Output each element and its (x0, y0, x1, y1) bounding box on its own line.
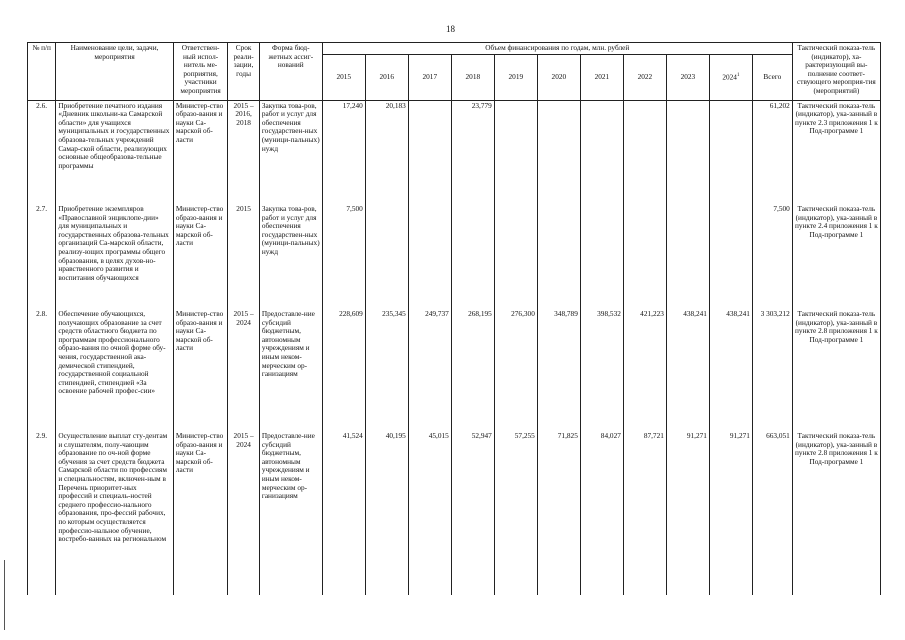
header-year: 2017 (408, 54, 451, 100)
row-total: 61,202 (752, 100, 792, 204)
row-value (709, 100, 752, 204)
row-value: 438,241 (709, 309, 752, 431)
row-value: 52,947 (451, 431, 494, 595)
row-period: 2015 – 2024 (228, 309, 259, 431)
row-num: 2.6. (28, 100, 56, 204)
row-indicator: Тактический показа-тель (индикатор), ука-занный в пункте 2.3 приложения 1 к Под-программе 1 (792, 100, 880, 204)
row-period: 2015 – 2016, 2018 (228, 100, 259, 204)
row-indicator: Тактический показа-тель (индикатор), ука-занный в пункте 2.4 приложения 1 к Под-программе 1 (792, 204, 880, 309)
header-executor: Ответствен-ный испол-нитель ме-роприятия, участники мероприятия (173, 43, 228, 101)
header-year: 2016 (365, 54, 408, 100)
row-value: 45,015 (408, 431, 451, 595)
header-year: 2021 (580, 54, 623, 100)
row-name: Осуществление выплат сту-дентам и слушателям, полу-чающим образование по оч-ной форме обучения за счет средств бюджета Самарской области по профессиям и специальностям, включен-ным в Перечень приоритет-ных профессий и специаль-ностей среднего профессио-нального образования, про-фессий рабочих, по которым осуществляется профессио-нальное обучение, востребо-ванных на региональном (56, 431, 174, 595)
scan-margin-mark (4, 560, 5, 630)
row-value: 87,721 (623, 431, 666, 595)
row-num: 2.8. (28, 309, 56, 431)
row-value (580, 204, 623, 309)
row-total: 663,051 (752, 431, 792, 595)
row-value (451, 204, 494, 309)
row-value: 438,241 (666, 309, 709, 431)
row-value: 7,500 (322, 204, 365, 309)
row-form: Закупка това-ров, работ и услуг для обеспечения государствен-ных (муници-пальных) нужд (259, 204, 322, 309)
financing-table (27, 42, 881, 595)
row-value: 398,532 (580, 309, 623, 431)
row-name: Обеспечение обучающихся, получающих образование за счет средств областного бюджета по программам профессионального образо-вания по очной форме обу-чения, государственной ака-демической стипендией, государственной социальной стипендией, стипендией «За освоение рабочей профес-сии» (56, 309, 174, 431)
row-value (494, 204, 537, 309)
row-executor: Министер-ство образо-вания и науки Са-марской об-ласти (173, 204, 228, 309)
row-value: 91,271 (709, 431, 752, 595)
row-value: 228,609 (322, 309, 365, 431)
row-value: 84,027 (580, 431, 623, 595)
row-value: 23,779 (451, 100, 494, 204)
row-value (623, 204, 666, 309)
header-year: 2024$^1$ (709, 54, 752, 100)
row-period: 2015 (228, 204, 259, 309)
row-value (666, 100, 709, 204)
row-value: 57,255 (494, 431, 537, 595)
row-executor: Министер-ство образо-вания и науки Са-марской об-ласти (173, 431, 228, 595)
row-name: Приобретение печатного издания «Дневник школьни-ка Самарской области» для учащихся муниципальных и государственных образова-тельных учреждений Самар-ской области, реализующих основные общеобразова-тельные программы (56, 100, 174, 204)
row-value: 20,183 (365, 100, 408, 204)
row-value: 40,195 (365, 431, 408, 595)
row-total: 7,500 (752, 204, 792, 309)
row-form: Предоставле-ние субсидий бюджетным, автономным учреждениям и иным неком-мерческим ор-ганизациям (259, 309, 322, 431)
row-form: Закупка това-ров, работ и услуг для обеспечения государствен-ных (муници-пальных) нужд (259, 100, 322, 204)
row-value (537, 204, 580, 309)
row-value: 17,240 (322, 100, 365, 204)
row-period: 2015 – 2024 (228, 431, 259, 595)
table-row (28, 204, 881, 309)
header-form: Форма бюд-жетных ассиг-нований (259, 43, 322, 101)
header-name: Наименование цели, задачи, мероприятия (56, 43, 174, 101)
row-num: 2.9. (28, 431, 56, 595)
table-row (28, 431, 881, 595)
page-number: 18 (446, 24, 455, 34)
header-year: 2022 (623, 54, 666, 100)
row-form: Предоставле-ние субсидий бюджетным, автономным учреждениям и иным неком-мерческим ор-ганизациям (259, 431, 322, 595)
table-row (28, 100, 881, 204)
row-value (408, 204, 451, 309)
row-indicator: Тактический показа-тель (индикатор), ука-занный в пункте 2.8 приложения 1 к Под-программе 1 (792, 309, 880, 431)
table-row (28, 309, 881, 431)
header-year: 2018 (451, 54, 494, 100)
header-year: 2023 (666, 54, 709, 100)
header-total: Всего (752, 54, 792, 100)
header-period: Срок реали-зации, годы (228, 43, 259, 101)
row-indicator: Тактический показа-тель (индикатор), ука-занный в пункте 2.8 приложения 1 к Под-программе 1 (792, 431, 880, 595)
row-executor: Министер-ство образо-вания и науки Са-марской об-ласти (173, 100, 228, 204)
header-num: № п/п (28, 43, 56, 101)
row-value: 41,524 (322, 431, 365, 595)
row-total: 3 303,212 (752, 309, 792, 431)
row-value: 268,195 (451, 309, 494, 431)
row-value (709, 204, 752, 309)
row-value: 421,223 (623, 309, 666, 431)
row-executor: Министер-ство образо-вания и науки Са-марской об-ласти (173, 309, 228, 431)
header-volume: Объем финансирования по годам, млн. рублей (322, 43, 792, 55)
header-indicator: Тактический показа-тель (индикатор), ха-рактеризующий вы-полнение соответ-ствующего мероприя-тия (мероприятий) (792, 43, 880, 101)
header-year: 2019 (494, 54, 537, 100)
row-value: 91,271 (666, 431, 709, 595)
row-value (494, 100, 537, 204)
header-year: 2020 (537, 54, 580, 100)
header-year: 2015 (322, 54, 365, 100)
row-value (537, 100, 580, 204)
row-value: 235,345 (365, 309, 408, 431)
row-value: 276,300 (494, 309, 537, 431)
footnote-mark: 1 (736, 73, 740, 79)
row-value (623, 100, 666, 204)
row-value: 348,789 (537, 309, 580, 431)
row-value (365, 204, 408, 309)
row-value (408, 100, 451, 204)
row-num: 2.7. (28, 204, 56, 309)
row-value (666, 204, 709, 309)
row-value: 249,737 (408, 309, 451, 431)
row-name: Приобретение экземпляров «Православной энциклопе-дии» для муниципальных и государственных образова-тельных организаций Са-марской области, реализу-ющих программы общего образования, в целях духов-но-нравственного развития и воспитания обучающихся (56, 204, 174, 309)
table-header (28, 43, 881, 101)
row-value: 71,825 (537, 431, 580, 595)
row-value (580, 100, 623, 204)
